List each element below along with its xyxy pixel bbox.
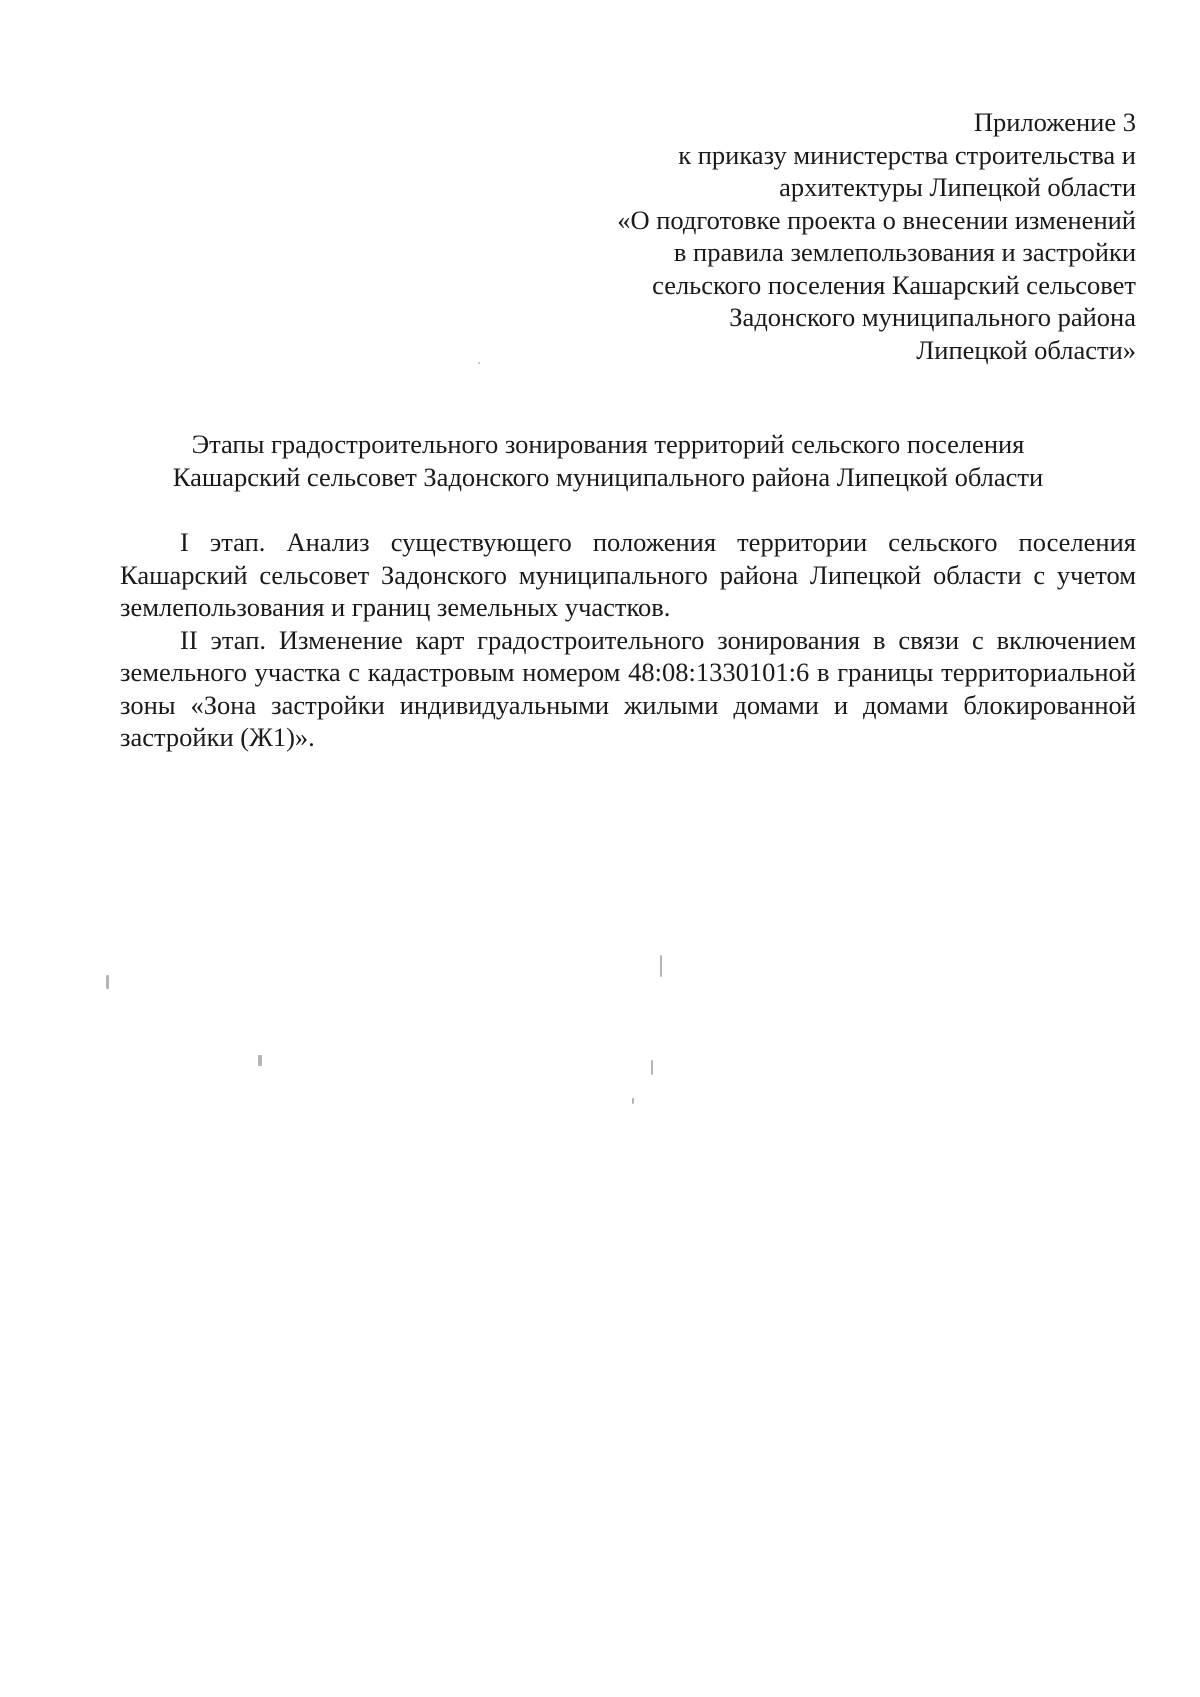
document-body	[120, 526, 1136, 754]
stage-1-paragraph: I этап. Анализ существующего положения территории сельского поселения Кашарский сельсовет Задонского муниципального района Липецкой области с учетом землепользования и границ земельных участков.	[120, 527, 1136, 622]
scan-speck	[258, 1055, 262, 1066]
title-line: Этапы градостроительного зонирования территорий сельского поселения	[191, 429, 1025, 459]
scan-speck	[651, 1060, 653, 1075]
appendix-reference-line: в правила землепользования и застройки	[673, 237, 1136, 267]
appendix-reference-line: сельского поселения Кашарский сельсовет	[652, 269, 1136, 300]
scan-speck	[660, 955, 662, 977]
document-title	[120, 428, 1096, 494]
appendix-reference-line: архитектуры Липецкой области	[779, 172, 1136, 202]
appendix-header	[416, 106, 1136, 366]
title-line: Кашарский сельсовет Задонского муниципального района Липецкой области	[172, 462, 1044, 492]
stage-2-paragraph: II этап. Изменение карт градостроительного зонирования в связи с включением земельного участка с кадастровым номером 48:08:1330101:6 в границы территориальной зоны «Зона застройки индивидуальными жилыми домами и домами блокированной застройки (Ж1)».	[120, 624, 1136, 752]
appendix-reference-line: к приказу министерства строительства и	[678, 139, 1136, 170]
scan-speck	[106, 975, 109, 989]
scan-speck	[478, 362, 480, 364]
appendix-reference-line: «О подготовке проекта о внесении изменений	[617, 204, 1136, 235]
appendix-reference-line: Липецкой области»	[916, 334, 1136, 365]
appendix-reference-line: Задонского муниципального района	[729, 302, 1136, 332]
scan-speck	[632, 1098, 634, 1104]
appendix-number: Приложение 3	[973, 107, 1136, 137]
